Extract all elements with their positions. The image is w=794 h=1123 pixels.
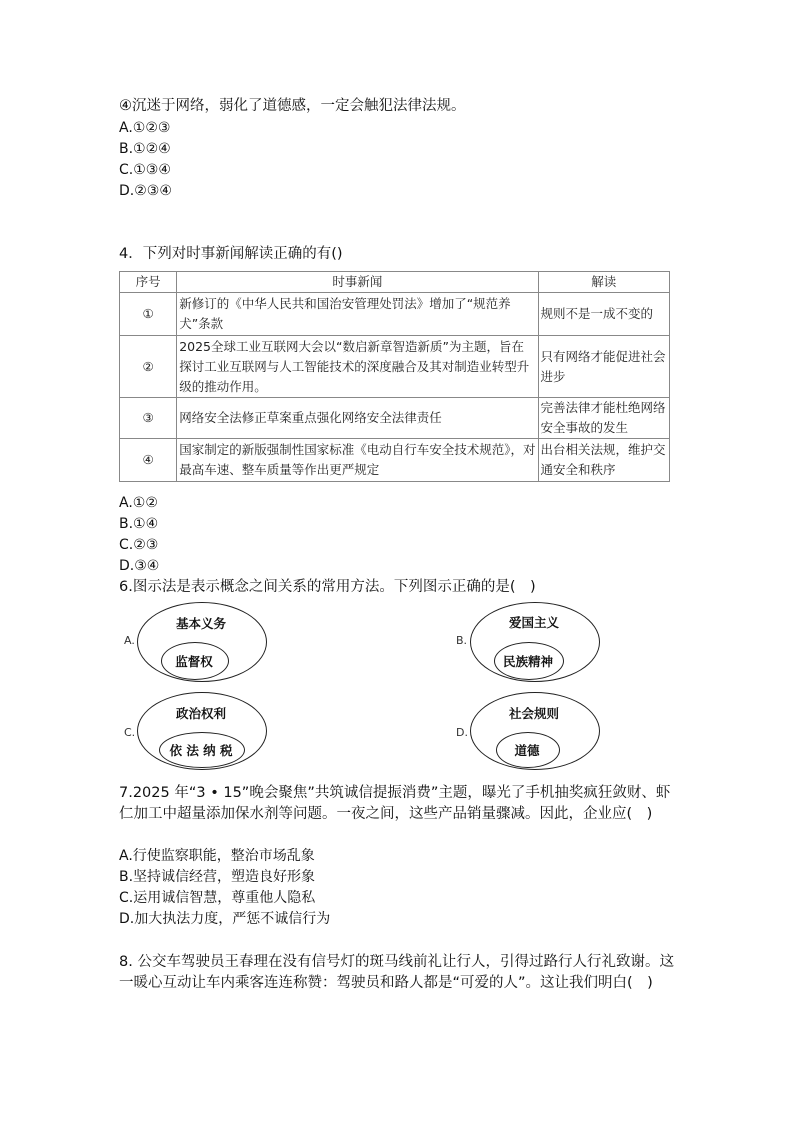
diagram-letter: D. — [456, 726, 468, 739]
question-7-stem: 7.2025 年“3 • 15”晚会聚焦”共筑诚信提振消费”主题，曝光了手机抽奖疯狂敛财、虾仁加工中超量添加保水剂等问题。一夜之间，这些产品销量骤减。因此，企业应( ) — [119, 785, 671, 822]
question-6-stem: 6.图示法是表示概念之间关系的常用方法。下列图示正确的是( ) — [119, 579, 536, 595]
option-c: C.②③ — [119, 537, 159, 553]
inner-label: 道德 — [514, 743, 540, 758]
diagram-c — [119, 690, 279, 775]
row-note: 只有网络才能促进社会进步 — [538, 336, 669, 398]
table-row — [120, 439, 670, 482]
diagram-b — [454, 600, 614, 685]
table-header-row — [120, 272, 670, 293]
outer-label: 基本义务 — [175, 616, 226, 631]
header-news: 时事新闻 — [177, 272, 538, 293]
row-num: ③ — [120, 398, 177, 439]
inner-label: 民族精神 — [502, 654, 553, 669]
option-d: D.加大执法力度，严惩不诚信行为 — [119, 911, 331, 927]
row-note: 规则不是一成不变的 — [538, 293, 669, 336]
row-note: 完善法律才能杜绝网络安全事故的发生 — [538, 398, 669, 439]
question-item-4: ④沉迷于网络，弱化了道德感，一定会触犯法律法规。 — [119, 98, 466, 114]
row-news: 2025全球工业互联网大会以“数启新章智造新质”为主题，旨在探讨工业互联网与人工智能技术的深度融合及其对制造业转型升级的推动作用。 — [177, 336, 538, 398]
option-b: B.①②④ — [119, 141, 171, 157]
row-num: ② — [120, 336, 177, 398]
question-8-stem: 8. 公交车驾驶员王春理在没有信号灯的斑马线前礼让行人，引得过路行人行礼致谢。这一暖心互动让车内乘客连连称赞：驾驶员和路人都是“可爱的人”。这让我们明白( ) — [119, 954, 674, 991]
option-c: C.运用诚信智慧，尊重他人隐私 — [119, 890, 316, 906]
option-a: A.①②③ — [119, 120, 171, 136]
option-b: B.坚持诚信经营，塑造良好形象 — [119, 869, 316, 885]
diagram-a — [119, 600, 279, 685]
option-b: B.①④ — [119, 516, 159, 532]
row-note: 出台相关法规，维护交通安全和秩序 — [538, 439, 669, 482]
table-row — [120, 336, 670, 398]
row-num: ① — [120, 293, 177, 336]
row-num: ④ — [120, 439, 177, 482]
row-news: 新修订的《中华人民共和国治安管理处罚法》增加了“规范养犬”条款 — [177, 293, 538, 336]
option-c: C.①③④ — [119, 162, 171, 178]
option-d: D.②③④ — [119, 183, 172, 199]
inner-label: 依 法 纳 税 — [169, 743, 233, 758]
header-note: 解读 — [538, 272, 669, 293]
outer-label: 爱国主义 — [508, 615, 559, 630]
table-row — [120, 398, 670, 439]
table-row — [120, 293, 670, 336]
diagram-letter: A. — [124, 634, 135, 647]
question-4-stem: 4．下列对时事新闻解读正确的有() — [119, 246, 343, 262]
outer-label: 政治权利 — [175, 706, 226, 721]
header-num: 序号 — [120, 272, 177, 293]
inner-label: 监督权 — [175, 654, 213, 669]
option-d: D.③④ — [119, 558, 160, 574]
diagram-d — [454, 690, 614, 775]
option-a: A.行使监察职能，整治市场乱象 — [119, 848, 315, 864]
news-table — [119, 271, 670, 482]
row-news: 国家制定的新版强制性国家标准《电动自行车安全技术规范》，对最高车速、整车质量等作出更严规定 — [177, 439, 538, 482]
diagram-letter: B. — [456, 634, 468, 647]
outer-label: 社会规则 — [508, 706, 559, 721]
option-a: A.①② — [119, 495, 158, 511]
row-news: 网络安全法修正草案重点强化网络安全法律责任 — [177, 398, 538, 439]
diagram-letter: C. — [124, 726, 136, 739]
